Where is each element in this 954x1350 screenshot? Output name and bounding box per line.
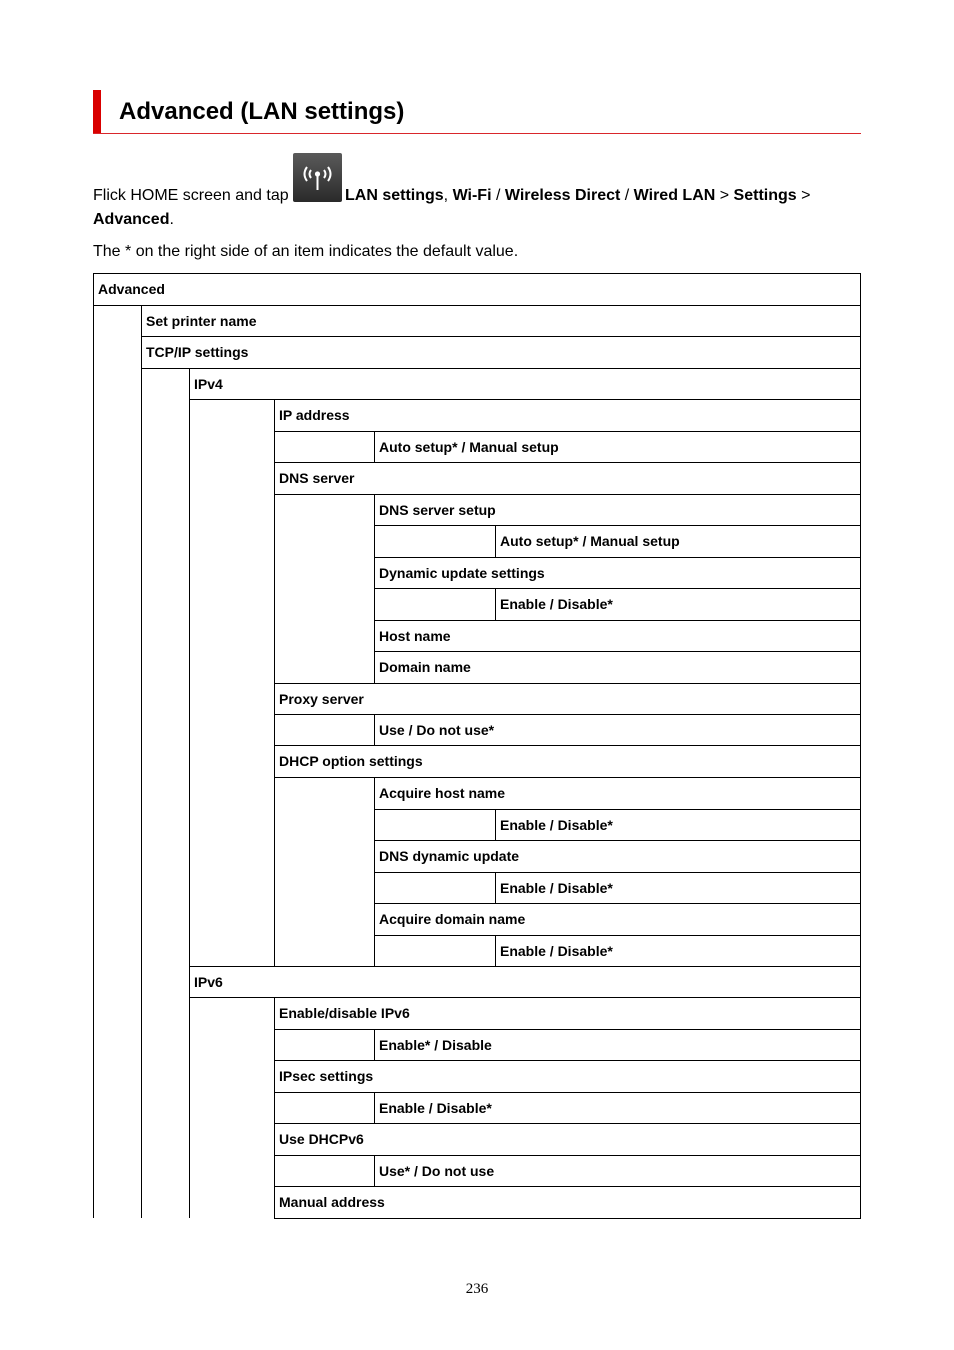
row-acquire-domain-name: Acquire domain name: [374, 903, 861, 936]
menu-path-segment-6: Wired LAN: [633, 187, 716, 204]
row-use-dhcpv6: Use DHCPv6: [274, 1123, 861, 1156]
indent-dhcp: [274, 777, 375, 967]
menu-path-end-1: .: [169, 211, 174, 228]
row-manual-address: Manual address: [274, 1186, 861, 1219]
intro-menu-path: [345, 184, 810, 208]
row-host-name: Host name: [374, 620, 861, 652]
indent-cell: [274, 431, 375, 463]
row-dynamic-update-options: Enable / Disable*: [495, 588, 861, 621]
row-proxy-server: Proxy server: [274, 683, 861, 715]
menu-path-end-0: Advanced: [93, 211, 170, 228]
indent-dns-server: [274, 494, 375, 684]
intro-prefix: Flick HOME screen and tap: [93, 187, 289, 204]
row-tcpip-settings: TCP/IP settings: [141, 336, 861, 369]
indent-cell: [374, 525, 496, 558]
row-acquire-host-name-options: Enable / Disable*: [495, 809, 861, 841]
menu-path-segment-5: /: [620, 187, 634, 204]
menu-path-segment-8: Settings: [733, 187, 797, 204]
menu-path-segment-3: /: [491, 187, 505, 204]
row-dns-dynamic-update: DNS dynamic update: [374, 840, 861, 873]
indent-cell: [274, 714, 375, 746]
heading-accent-bar: [93, 90, 101, 133]
row-acquire-host-name: Acquire host name: [374, 777, 861, 810]
row-ip-address-options: Auto setup* / Manual setup: [374, 431, 861, 463]
lan-antenna-icon: [293, 153, 342, 202]
menu-path-segment-9: >: [796, 187, 811, 204]
row-advanced: Advanced: [93, 273, 861, 306]
row-dns-server-setup: DNS server setup: [374, 494, 861, 526]
indent-level-2: [141, 368, 189, 1218]
row-dhcp-option-settings: DHCP option settings: [274, 745, 861, 778]
indent-level-1: [93, 305, 141, 1218]
row-dns-server: DNS server: [274, 462, 861, 495]
menu-path-segment-4: Wireless Direct: [504, 187, 621, 204]
row-ipsec-settings: IPsec settings: [274, 1060, 861, 1093]
menu-path-segment-1: ,: [443, 187, 453, 204]
menu-path-segment-7: >: [715, 187, 734, 204]
default-note: The * on the right side of an item indicates the default value.: [93, 243, 519, 260]
indent-cell: [274, 1092, 375, 1124]
intro-line-1: [93, 184, 289, 208]
page-heading: [93, 90, 861, 134]
indent-cell: [374, 872, 496, 904]
indent-cell: [274, 1029, 375, 1061]
row-set-printer-name: Set printer name: [141, 305, 861, 337]
indent-cell: [374, 809, 496, 841]
row-ipsec-settings-options: Enable / Disable*: [374, 1092, 861, 1124]
indent-cell: [374, 935, 496, 967]
indent-ipv6: [189, 997, 274, 1218]
menu-path-segment-0: LAN settings: [345, 187, 444, 204]
page-title: Advanced (LAN settings): [119, 98, 405, 125]
row-use-dhcpv6-options: Use* / Do not use: [374, 1155, 861, 1187]
row-dynamic-update-settings: Dynamic update settings: [374, 557, 861, 589]
intro-line-2: [93, 208, 174, 232]
row-acquire-domain-name-options: Enable / Disable*: [495, 935, 861, 967]
row-dns-server-setup-options: Auto setup* / Manual setup: [495, 525, 861, 558]
menu-path-segment-2: Wi-Fi: [452, 187, 492, 204]
indent-cell: [274, 1155, 375, 1187]
row-enable-disable-ipv6-options: Enable* / Disable: [374, 1029, 861, 1061]
indent-cell: [374, 588, 496, 621]
indent-ipv4: [189, 399, 274, 966]
row-ip-address: IP address: [274, 399, 861, 432]
row-domain-name: Domain name: [374, 651, 861, 684]
page-number: 236: [465, 1281, 489, 1297]
row-ipv6: IPv6: [189, 966, 861, 998]
row-proxy-server-options: Use / Do not use*: [374, 714, 861, 746]
row-enable-disable-ipv6: Enable/disable IPv6: [274, 997, 861, 1030]
row-ipv4: IPv4: [189, 368, 861, 400]
row-dns-dynamic-update-options: Enable / Disable*: [495, 872, 861, 904]
